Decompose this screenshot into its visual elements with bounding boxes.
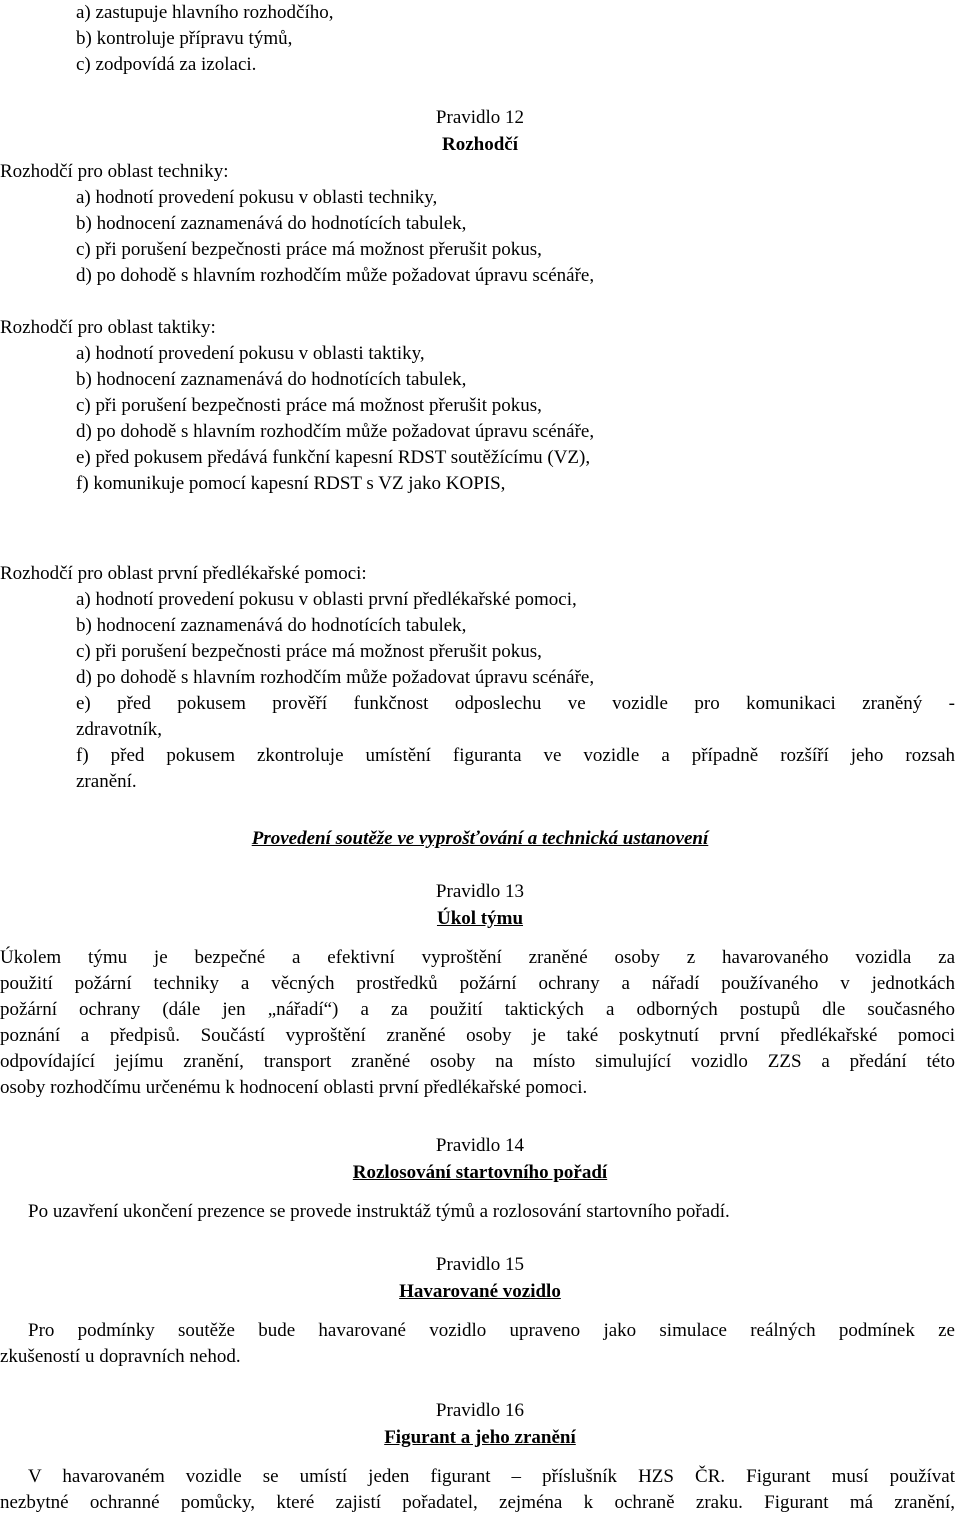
rule-13-text-line: osoby rozhodčímu určenému k hodnocení oblasti první předlékařské pomoci. <box>0 1077 588 1098</box>
rule-15-number: Pravidlo 15 <box>435 1254 525 1275</box>
pomoc-item: d) po dohodě s hlavním rozhodčím může požadovat úpravu scénáře, <box>76 667 595 688</box>
rule-13-text-line: odpovídající jejímu zranění, transport zraněné osoby na místo simulující vozidlo ZZS a předání této <box>0 1051 955 1072</box>
rule-16-text-line: nezbytné ochranné pomůcky, které zajistí pořadatel, zejména k ochraně zraku. Figurant má zranění, <box>0 1492 955 1513</box>
intro-item: c) zodpovídá za izolaci. <box>76 54 257 75</box>
rule-14-text: Po uzavření ukončení prezence se provede instruktáž týmů a rozlosování startovního pořadí. <box>28 1201 730 1222</box>
rule-16-number: Pravidlo 16 <box>435 1400 525 1421</box>
technika-item: a) hodnotí provedení pokusu v oblasti techniky, <box>76 187 438 208</box>
rule-13-number: Pravidlo 13 <box>435 881 525 902</box>
rule-13-text-line: Úkolem týmu je bezpečné a efektivní vyproštění zraněné osoby z havarovaného vozidla za <box>0 947 955 968</box>
pomoc-item: e) před pokusem prověří funkčnost odposlechu ve vozidle pro komunikaci zraněný - <box>76 693 955 714</box>
rule-13-text-line: požární ochrany (dále jen „nářadí“) a za použití taktických a odborných postupů dle současného <box>0 999 955 1020</box>
rule-15-title: Havarované vozidlo <box>399 1281 561 1302</box>
rule-12-title: Rozhodčí <box>442 134 518 155</box>
rule-12-number: Pravidlo 12 <box>435 107 525 128</box>
rule-14-number: Pravidlo 14 <box>435 1135 525 1156</box>
rule-15-text-line: zkušeností u dopravních nehod. <box>0 1346 241 1367</box>
pomoc-item: a) hodnotí provedení pokusu v oblasti první předlékařské pomoci, <box>76 589 577 610</box>
rule-13-text-line: použití požární techniky a věcných prostředků požární ochrany a nářadí používaného v jednotkách <box>0 973 955 994</box>
taktika-heading: Rozhodčí pro oblast taktiky: <box>0 317 216 338</box>
rule-13-text-line: poznání a předpisů. Součástí vyproštění zraněné osoby je také poskytnutí první předlékařské pomoci <box>0 1025 955 1046</box>
rule-16-text-line: V havarovaném vozidle se umístí jeden figurant – příslušník HZS ČR. Figurant musí používat <box>28 1466 955 1487</box>
taktika-item: f) komunikuje pomocí kapesní RDST s VZ jako KOPIS, <box>76 473 506 494</box>
section-heading: Provedení soutěže ve vyprošťování a technická ustanovení <box>251 828 709 849</box>
pomoc-item: f) před pokusem zkontroluje umístění figuranta ve vozidle a případně rozšíří jeho rozsah <box>76 745 955 766</box>
rule-16-title: Figurant a jeho zranění <box>384 1427 576 1448</box>
pomoc-item: b) hodnocení zaznamenává do hodnotících tabulek, <box>76 615 467 636</box>
taktika-item: e) před pokusem předává funkční kapesní RDST soutěžícímu (VZ), <box>76 447 591 468</box>
taktika-item: a) hodnotí provedení pokusu v oblasti taktiky, <box>76 343 425 364</box>
rule-13-title: Úkol týmu <box>436 908 524 929</box>
pomoc-heading: Rozhodčí pro oblast první předlékařské pomoci: <box>0 563 367 584</box>
pomoc-item: c) při porušení bezpečnosti práce má možnost přerušit pokus, <box>76 641 542 662</box>
pomoc-item-continuation: zdravotník, <box>76 719 163 740</box>
rule-15-text-line: Pro podmínky soutěže bude havarované vozidlo upraveno jako simulace reálných podmínek ze <box>28 1320 955 1341</box>
technika-item: d) po dohodě s hlavním rozhodčím může požadovat úpravu scénáře, <box>76 265 595 286</box>
taktika-item: b) hodnocení zaznamenává do hodnotících tabulek, <box>76 369 467 390</box>
technika-heading: Rozhodčí pro oblast techniky: <box>0 161 229 182</box>
taktika-item: d) po dohodě s hlavním rozhodčím může požadovat úpravu scénáře, <box>76 421 595 442</box>
technika-item: b) hodnocení zaznamenává do hodnotících tabulek, <box>76 213 467 234</box>
pomoc-item-continuation: zranění. <box>76 771 137 792</box>
intro-item: a) zastupuje hlavního rozhodčího, <box>76 2 334 23</box>
technika-item: c) při porušení bezpečnosti práce má možnost přerušit pokus, <box>76 239 542 260</box>
taktika-item: c) při porušení bezpečnosti práce má možnost přerušit pokus, <box>76 395 542 416</box>
rule-14-title: Rozlosování startovního pořadí <box>352 1162 608 1183</box>
intro-item: b) kontroluje přípravu týmů, <box>76 28 293 49</box>
